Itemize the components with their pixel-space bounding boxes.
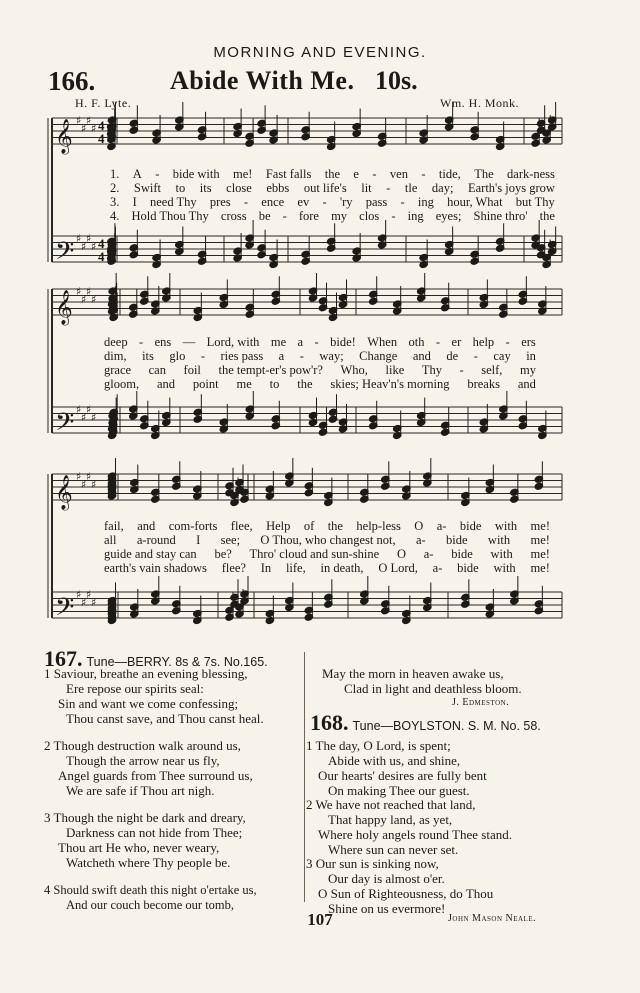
hymn-168-author: John Mason Neale.: [448, 913, 537, 924]
lyric-syllable: O Thou, who changest not,: [260, 533, 396, 547]
lyric-syllable: hour, What: [447, 195, 503, 209]
sharp-icon: ♯: [81, 122, 87, 135]
lyric-syllable: A: [132, 167, 142, 181]
verse-line: Abide with us, and shine,: [328, 753, 461, 768]
lyric-syllable: I: [196, 533, 201, 547]
lyric-syllable: -: [139, 335, 144, 349]
lyric-syllable: and: [517, 377, 536, 391]
verse-line: Where holy angels round Thee stand.: [318, 827, 512, 842]
sharp-icon: ♯: [86, 232, 92, 245]
hymn-166-title: Abide With Me.: [170, 66, 355, 95]
hymn-167-tune: Tune—BERRY. 8s & 7s. No.165.: [86, 655, 268, 669]
bass-clef-icon: 𝄢: [55, 408, 75, 443]
lyric-syllable: cay: [493, 349, 511, 363]
lyric-syllable: be: [258, 209, 271, 223]
sharp-icon: ♯: [86, 114, 92, 127]
lyric-syllable: a-: [432, 561, 443, 575]
lyric-syllable: breaks: [467, 377, 500, 391]
lyric-syllable: help-less: [356, 519, 401, 533]
lyric-syllable: -: [473, 349, 478, 363]
lyric-syllable: -: [322, 195, 327, 209]
lyric-syllable: Swift: [133, 181, 161, 195]
hymn-167-number: 167.: [44, 646, 83, 671]
lyric-syllable: life,: [285, 561, 306, 575]
lyric-syllable: earth's vain shadows: [104, 561, 207, 575]
hymn-168-header: [310, 710, 541, 736]
lyric-syllable: bide: [446, 533, 468, 547]
sharp-icon: ♯: [91, 596, 97, 609]
lyric-syllable: —: [182, 335, 196, 349]
sharp-icon: ♯: [76, 285, 82, 298]
lyric-syllable: I: [132, 195, 137, 209]
lyric-syllable: me!: [530, 519, 550, 533]
verse-line: O Sun of Righteousness, do Thou: [318, 886, 494, 901]
sharp-icon: ♯: [91, 293, 97, 306]
lyric-syllable: tide,: [438, 167, 461, 181]
lyric-syllable: 4.: [110, 209, 120, 223]
lyric-syllable: Help: [266, 519, 291, 533]
lyric-syllable: ers: [521, 335, 536, 349]
lyric-line-verse-2: [110, 181, 555, 195]
verse-line: 1 The day, O Lord, is spent;: [306, 738, 451, 753]
hymn-167-verse-4-cont: [322, 666, 622, 696]
lyric-syllable: -: [386, 181, 391, 195]
lyric-syllable: fail,: [104, 519, 124, 533]
treble-clef-icon: 𝄞: [55, 475, 73, 510]
lyric-syllable: with: [493, 561, 516, 575]
lyric-syllable: a-: [423, 547, 434, 561]
lyric-syllable: 2.: [110, 181, 120, 195]
lyric-syllable: point: [192, 377, 219, 391]
lyric-syllable: in: [526, 349, 536, 363]
lyric-line-verse-3: [104, 363, 536, 377]
treble-clef-icon: 𝄞: [55, 119, 73, 154]
lyric-syllable: a-round: [136, 533, 176, 547]
lyric-syllable: tle: [404, 181, 418, 195]
lyric-syllable: bide: [459, 519, 482, 533]
hymn-168-verse-1: [306, 738, 606, 798]
lyric-syllable: O Lord,: [378, 561, 418, 575]
verse-line: Shine on us evermore!: [328, 901, 446, 916]
sharp-icon: ♯: [81, 293, 87, 306]
lyric-syllable: O: [396, 547, 406, 561]
lyric-syllable: er: [451, 335, 462, 349]
lyric-syllable: skies; Heav'n's morning: [330, 377, 450, 391]
hymn-168-verse-3: [306, 856, 606, 916]
lyric-syllable: Hold Thou Thy: [131, 209, 209, 223]
lyric-syllable: When: [367, 335, 398, 349]
lyric-syllable: can: [148, 363, 166, 377]
bass-clef-icon: 𝄢: [55, 237, 75, 272]
lyric-syllable: Lord, with: [206, 335, 260, 349]
lyric-syllable: -: [155, 167, 160, 181]
lyric-syllable: me!: [530, 561, 550, 575]
hymn-167-verse-3: [44, 810, 302, 870]
lyric-syllable: foil: [183, 363, 201, 377]
hymn-167-author: J. Edmeston.: [452, 697, 510, 708]
lyric-syllable: com-forts: [168, 519, 218, 533]
section-title: MORNING AND EVENING.: [213, 44, 427, 61]
lyric-line-verse-1: [110, 167, 555, 181]
lyric-syllable: a-: [415, 533, 426, 547]
words-author: H. F. Lyte.: [75, 96, 132, 110]
verse-line: Our day is almost o'er.: [328, 871, 445, 886]
lyric-syllable: 3.: [110, 195, 120, 209]
lyric-syllable: -: [459, 363, 464, 377]
lyric-syllable: bide!: [330, 335, 356, 349]
lyric-syllable: the tempt-er's pow'r?: [218, 363, 323, 377]
lyric-syllable: pres: [209, 195, 231, 209]
lyric-line-verse-3: [104, 547, 550, 561]
lyric-syllable: help: [472, 335, 495, 349]
verse-line: Where sun can never set.: [328, 842, 459, 857]
lyric-syllable: Thro' cloud and sun-shine: [249, 547, 380, 561]
lyric-syllable: a: [297, 335, 304, 349]
lyric-syllable: a-: [436, 519, 447, 533]
sharp-icon: ♯: [76, 403, 82, 416]
sharp-icon: ♯: [81, 478, 87, 491]
page-number: 107: [307, 910, 333, 929]
lyric-syllable: like: [385, 363, 405, 377]
lyric-syllable: me!: [233, 167, 253, 181]
system-3-lyrics: [104, 519, 550, 575]
lyric-line-verse-2: [104, 349, 536, 363]
lyric-syllable: deep: [104, 335, 128, 349]
sharp-icon: ♯: [86, 588, 92, 601]
lyric-syllable: Fast falls: [265, 167, 312, 181]
sharp-icon: ♯: [86, 470, 92, 483]
lyric-syllable: to: [269, 377, 280, 391]
lyric-line-verse-4: [110, 209, 555, 223]
sharp-icon: ♯: [86, 403, 92, 416]
lyric-syllable: bide: [457, 561, 479, 575]
lyric-syllable: lit: [361, 181, 372, 195]
lyric-syllable: me: [236, 377, 252, 391]
lyric-syllable: The: [474, 167, 494, 181]
lyric-syllable: cross: [220, 209, 247, 223]
lyric-syllable: dim,: [104, 349, 127, 363]
lyric-syllable: with: [494, 519, 518, 533]
lyric-syllable: the: [297, 377, 313, 391]
hymn-167-verse-2: [44, 738, 302, 798]
lyric-syllable: and: [156, 377, 176, 391]
lyric-syllable: gloom,: [104, 377, 140, 391]
column-divider: [304, 652, 305, 902]
lyric-syllable: guide and stay can: [104, 547, 197, 561]
time-signature: 4: [98, 249, 105, 264]
sharp-icon: ♯: [76, 588, 82, 601]
verse-line: And our couch become our tomb,: [66, 898, 235, 912]
lyric-syllable: the: [324, 167, 340, 181]
lyric-syllable: ing: [407, 209, 424, 223]
verse-line: Ere repose our spirits seal:: [66, 681, 204, 696]
sharp-icon: ♯: [81, 411, 87, 424]
lyric-syllable: -: [299, 349, 304, 363]
lyric-syllable: clos: [359, 209, 380, 223]
lyric-syllable: -: [400, 195, 405, 209]
lyric-syllable: all: [104, 533, 117, 547]
lyric-syllable: 1.: [110, 167, 120, 181]
sharp-icon: ♯: [81, 240, 87, 253]
hymn-167-verse-1: [44, 666, 302, 726]
lyric-syllable: Who,: [340, 363, 368, 377]
lyric-syllable: de: [446, 349, 459, 363]
verse-line: Sin and want we come confessing;: [58, 696, 239, 711]
verse-line: Darkness can not hide from Thee;: [66, 825, 243, 840]
lyric-syllable: pass: [365, 195, 388, 209]
lyric-syllable: but Thy: [515, 195, 555, 209]
lyric-syllable: its: [199, 181, 212, 195]
sharp-icon: ♯: [81, 596, 87, 609]
time-signature: 4: [98, 118, 105, 133]
lyric-syllable: with: [490, 547, 513, 561]
lyric-syllable: -: [421, 167, 426, 181]
hymn-166-number: 166.: [48, 66, 96, 96]
lyric-syllable: me!: [530, 547, 550, 561]
bass-clef-icon: 𝄢: [55, 593, 75, 628]
lyric-syllable: In: [260, 561, 272, 575]
system-2-lyrics: [104, 335, 536, 391]
lyric-syllable: need Thy: [149, 195, 197, 209]
sharp-icon: ♯: [86, 285, 92, 298]
time-signature: 4: [98, 131, 105, 146]
lyric-syllable: my: [520, 363, 536, 377]
verse-line: Though the arrow near us fly,: [66, 753, 220, 768]
hymn-167-verse-4: [44, 883, 302, 913]
lyric-line-verse-2: [104, 533, 550, 547]
lyric-syllable: ence: [261, 195, 285, 209]
verse-line: 1 Saviour, breathe an evening blessing,: [44, 666, 248, 681]
verse-line: Thou canst save, and Thou canst heal.: [66, 711, 264, 726]
lyric-line-verse-1: [104, 519, 550, 533]
lyric-syllable: 'ry: [339, 195, 353, 209]
lyric-syllable: -: [391, 209, 396, 223]
verse-line: 2 Though destruction walk around us,: [44, 738, 241, 753]
lyric-syllable: grace: [104, 363, 132, 377]
lyric-syllable: in death,: [320, 561, 364, 575]
verse-line: On making Thee our guest.: [328, 783, 470, 798]
hymn-168-number: 168.: [310, 710, 349, 735]
lyric-syllable: self,: [481, 363, 503, 377]
verse-line: That happy land, as yet,: [328, 812, 453, 827]
lyric-syllable: e: [353, 167, 359, 181]
lyric-syllable: of: [303, 519, 315, 533]
verse-line: May the morn in heaven awake us,: [322, 666, 504, 681]
verse-line: 2 We have not reached that land,: [306, 797, 476, 812]
lyric-syllable: fore: [298, 209, 319, 223]
lyric-syllable: way;: [319, 349, 344, 363]
lyric-line-verse-4: [104, 561, 550, 575]
lyric-syllable: with: [487, 533, 511, 547]
verse-line: Our hearts' desires are fully bent: [318, 768, 487, 783]
lyric-syllable: -: [505, 335, 510, 349]
lyric-syllable: Earth's joys grow: [467, 181, 555, 195]
lyric-syllable: Thy: [421, 363, 442, 377]
lyric-syllable: O: [414, 519, 424, 533]
lyric-syllable: ven: [389, 167, 408, 181]
lyric-syllable: Change: [359, 349, 398, 363]
lyric-syllable: dark-ness: [507, 167, 555, 181]
verse-line: Thou art He who, never weary,: [58, 840, 220, 855]
verse-line: 3 Our sun is sinking now,: [306, 856, 439, 871]
lyric-syllable: day;: [431, 181, 454, 195]
lyric-syllable: -: [282, 209, 287, 223]
verse-line: 4 Should swift death this night o'ertake us,: [44, 883, 257, 897]
lyric-syllable: see;: [220, 533, 241, 547]
sharp-icon: ♯: [76, 232, 82, 245]
lyric-syllable: ens: [154, 335, 172, 349]
lyric-syllable: bide: [451, 547, 473, 561]
lyric-syllable: a: [278, 349, 285, 363]
lyric-syllable: me!: [530, 533, 550, 547]
sharp-icon: ♯: [91, 478, 97, 491]
lyric-syllable: flee?: [221, 561, 246, 575]
verse-line: Clad in light and deathless bloom.: [344, 681, 522, 696]
time-signature: 4: [98, 236, 105, 251]
verse-line: We are safe if Thou art nigh.: [66, 783, 215, 798]
hymn-168-verse-2: [306, 797, 606, 857]
lyric-syllable: to: [175, 181, 186, 195]
lyric-syllable: -: [314, 335, 319, 349]
lyric-syllable: glo: [169, 349, 186, 363]
verse-line: 3 Though the night be dark and dreary,: [44, 810, 246, 825]
lyric-syllable: flee,: [230, 519, 253, 533]
lyric-syllable: ries pass: [220, 349, 264, 363]
lyric-syllable: the: [327, 519, 343, 533]
lyric-line-verse-1: [104, 335, 536, 349]
sharp-icon: ♯: [76, 114, 82, 127]
lyric-syllable: -: [435, 335, 441, 349]
lyric-syllable: close: [226, 181, 252, 195]
lyric-line-verse-4: [104, 377, 536, 391]
music-composer: Wm. H. Monk.: [440, 96, 519, 110]
lyric-syllable: -: [243, 195, 249, 209]
lyric-line-verse-3: [110, 195, 555, 209]
lyric-syllable: Shine thro': [473, 209, 528, 223]
sharp-icon: ♯: [91, 122, 97, 135]
system-1-lyrics: [110, 167, 555, 223]
lyric-syllable: oth: [408, 335, 425, 349]
sharp-icon: ♯: [76, 470, 82, 483]
lyric-syllable: my: [331, 209, 348, 223]
hymn-166-meter: 10s.: [375, 66, 418, 95]
lyric-syllable: and: [412, 349, 431, 363]
lyric-syllable: eyes;: [435, 209, 462, 223]
lyric-syllable: me: [270, 335, 287, 349]
lyric-syllable: -: [372, 167, 377, 181]
sharp-icon: ♯: [91, 411, 97, 424]
lyric-syllable: ebbs: [266, 181, 290, 195]
verse-line: Watcheth where Thy people be.: [66, 855, 231, 870]
treble-clef-icon: 𝄞: [55, 290, 73, 325]
lyric-syllable: bide with: [172, 167, 220, 181]
lyric-syllable: the: [539, 209, 555, 223]
lyric-syllable: ing: [417, 195, 434, 209]
hymn-168-tune: Tune—BOYLSTON. S. M. No. 58.: [352, 719, 541, 733]
lyric-syllable: ev: [297, 195, 310, 209]
lyric-syllable: out life's: [303, 181, 347, 195]
verse-line: Angel guards from Thee surround us,: [58, 768, 253, 783]
lyric-syllable: its: [142, 349, 154, 363]
lyric-syllable: be?: [214, 547, 232, 561]
lyric-syllable: and: [137, 519, 156, 533]
sharp-icon: ♯: [91, 240, 97, 253]
lyric-syllable: -: [200, 349, 205, 363]
